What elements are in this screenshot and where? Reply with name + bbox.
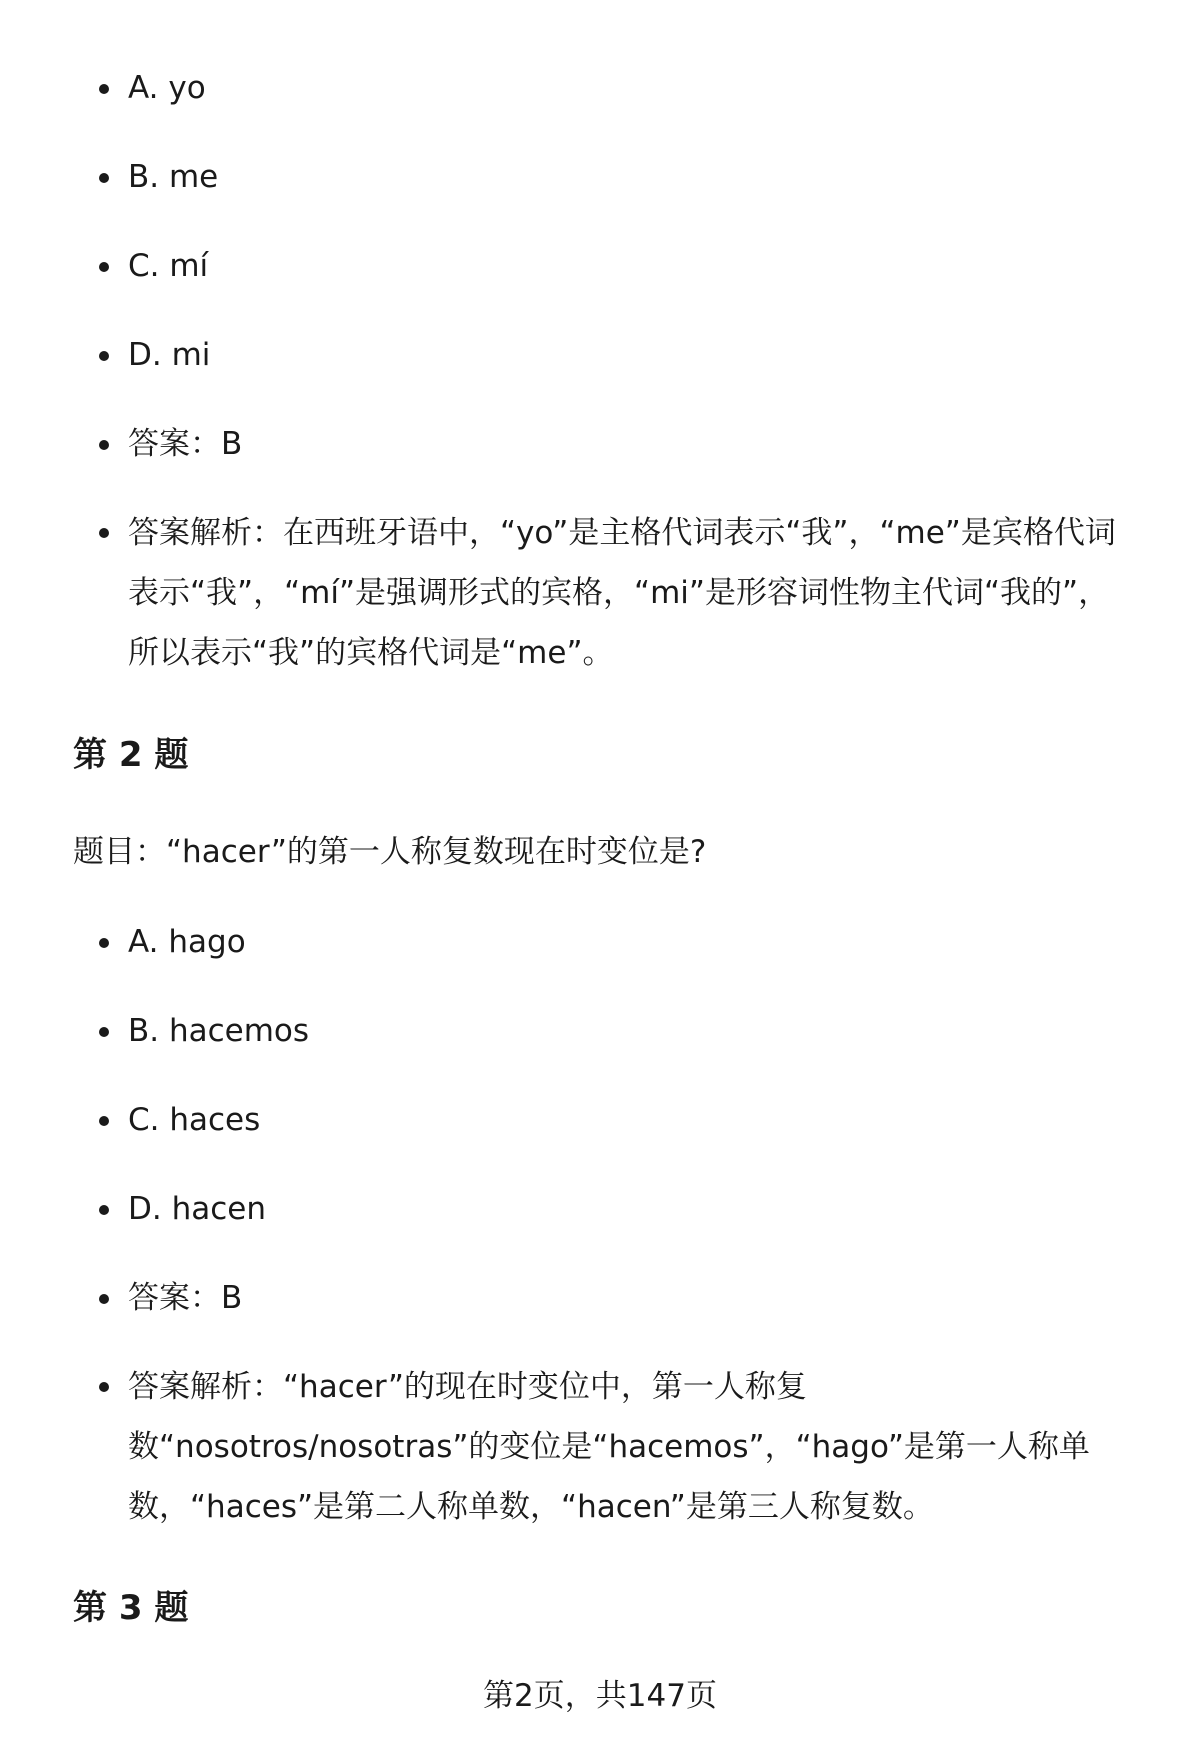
q2-option-c: C. haces [128,1090,1138,1150]
q1-analysis: 答案解析：在西班牙语中，“yo”是主格代词表示“我”，“me”是宾格代词表示“我”，“mí”是强调形式的宾格，“mi”是形容词性物主代词“我的”，所以表示“我”的宾格代词是“me”。 [128,503,1138,683]
q3-heading: 第 3 题 [73,1588,189,1628]
q2-heading: 第 2 题 [73,735,189,775]
q2-option-d: D. hacen [128,1179,1138,1239]
q1-answer: 答案：B [128,414,1138,474]
q2-option-b: B. hacemos [128,1001,1138,1061]
q1-option-b: B. me [128,147,1138,207]
page-footer: 第2页，共147页 [483,1678,717,1714]
q1-option-c: C. mí [128,236,1138,296]
q1-option-d: D. mi [128,325,1138,385]
q2-option-a: A. hago [128,912,1138,972]
q2-analysis: 答案解析：“hacer”的现在时变位中，第一人称复数“nosotros/nosotras”的变位是“hacemos”，“hago”是第一人称单数，“haces”是第二人称单数，“hacen”是第三人称复数。 [128,1357,1138,1537]
q2-question: 题目：“hacer”的第一人称复数现在时变位是? [73,834,707,870]
q2-answer: 答案：B [128,1268,1138,1328]
q1-option-a: A. yo [128,58,1138,118]
